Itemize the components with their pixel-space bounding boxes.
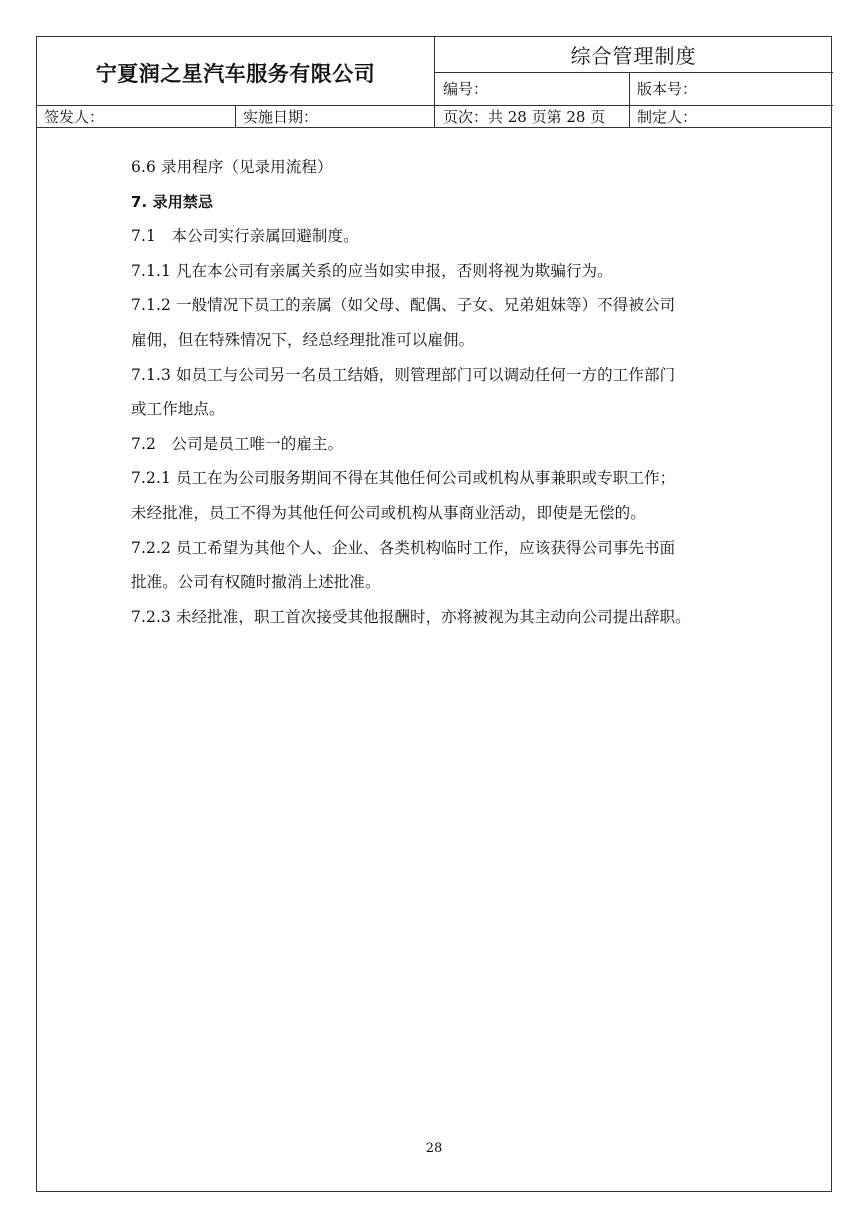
issuer-label: 签发人：	[44, 108, 105, 126]
company-name: 宁夏润之星汽车服务有限公司	[95, 62, 376, 86]
body-paragraph: 未经批准，员工不得为其他任何公司或机构从事商业活动，即使是无偿的。	[131, 503, 646, 522]
page-number: 28	[425, 1141, 443, 1156]
document-body	[131, 150, 781, 634]
body-paragraph: 或工作地点。	[131, 400, 225, 419]
document-code-label: 编号：	[443, 80, 489, 98]
body-paragraph: 7.2 公司是员工唯一的雇主。	[131, 434, 344, 453]
header-divider	[434, 72, 833, 73]
section-heading: 7. 录用禁忌	[131, 192, 214, 211]
body-paragraph: 雇佣，但在特殊情况下，经总经理批准可以雇佣。	[131, 330, 475, 349]
body-paragraph: 7.2.3 未经批准，职工首次接受其他报酬时，亦将被视为其主动向公司提出辞职。	[131, 607, 691, 626]
body-paragraph: 7.2.1 员工在为公司服务期间不得在其他任何公司或机构从事兼职或专职工作；	[131, 469, 676, 488]
body-paragraph: 7.1.2 一般情况下员工的亲属（如父母、配偶、子女、兄弟姐妹等）不得被公司	[131, 296, 676, 315]
header-divider	[235, 105, 236, 128]
author-label: 制定人：	[637, 108, 698, 126]
body-paragraph: 6.6 录用程序（见录用流程）	[131, 158, 333, 176]
header-divider	[37, 105, 833, 106]
document-type-title: 综合管理制度	[570, 44, 697, 68]
body-paragraph: 7.2.2 员工希望为其他个人、企业、各类机构临时工作，应该获得公司事先书面	[131, 538, 676, 557]
effective-date-label: 实施日期：	[243, 108, 319, 126]
body-paragraph: 7.1.3 如员工与公司另一名员工结婚，则管理部门可以调动任何一方的工作部门	[131, 365, 676, 384]
body-paragraph: 7.1 本公司实行亲属回避制度。	[131, 227, 359, 246]
header-divider	[629, 72, 630, 128]
body-paragraph: 批准。公司有权随时撤消上述批准。	[131, 573, 381, 592]
page-info: 页次：共 28 页第 28 页	[443, 108, 606, 126]
document-header-table	[37, 37, 831, 128]
body-paragraph: 7.1.1 凡在本公司有亲属关系的应当如实申报，否则将视为欺骗行为。	[131, 261, 613, 280]
version-label: 版本号：	[637, 80, 698, 98]
document-frame	[36, 36, 832, 1192]
